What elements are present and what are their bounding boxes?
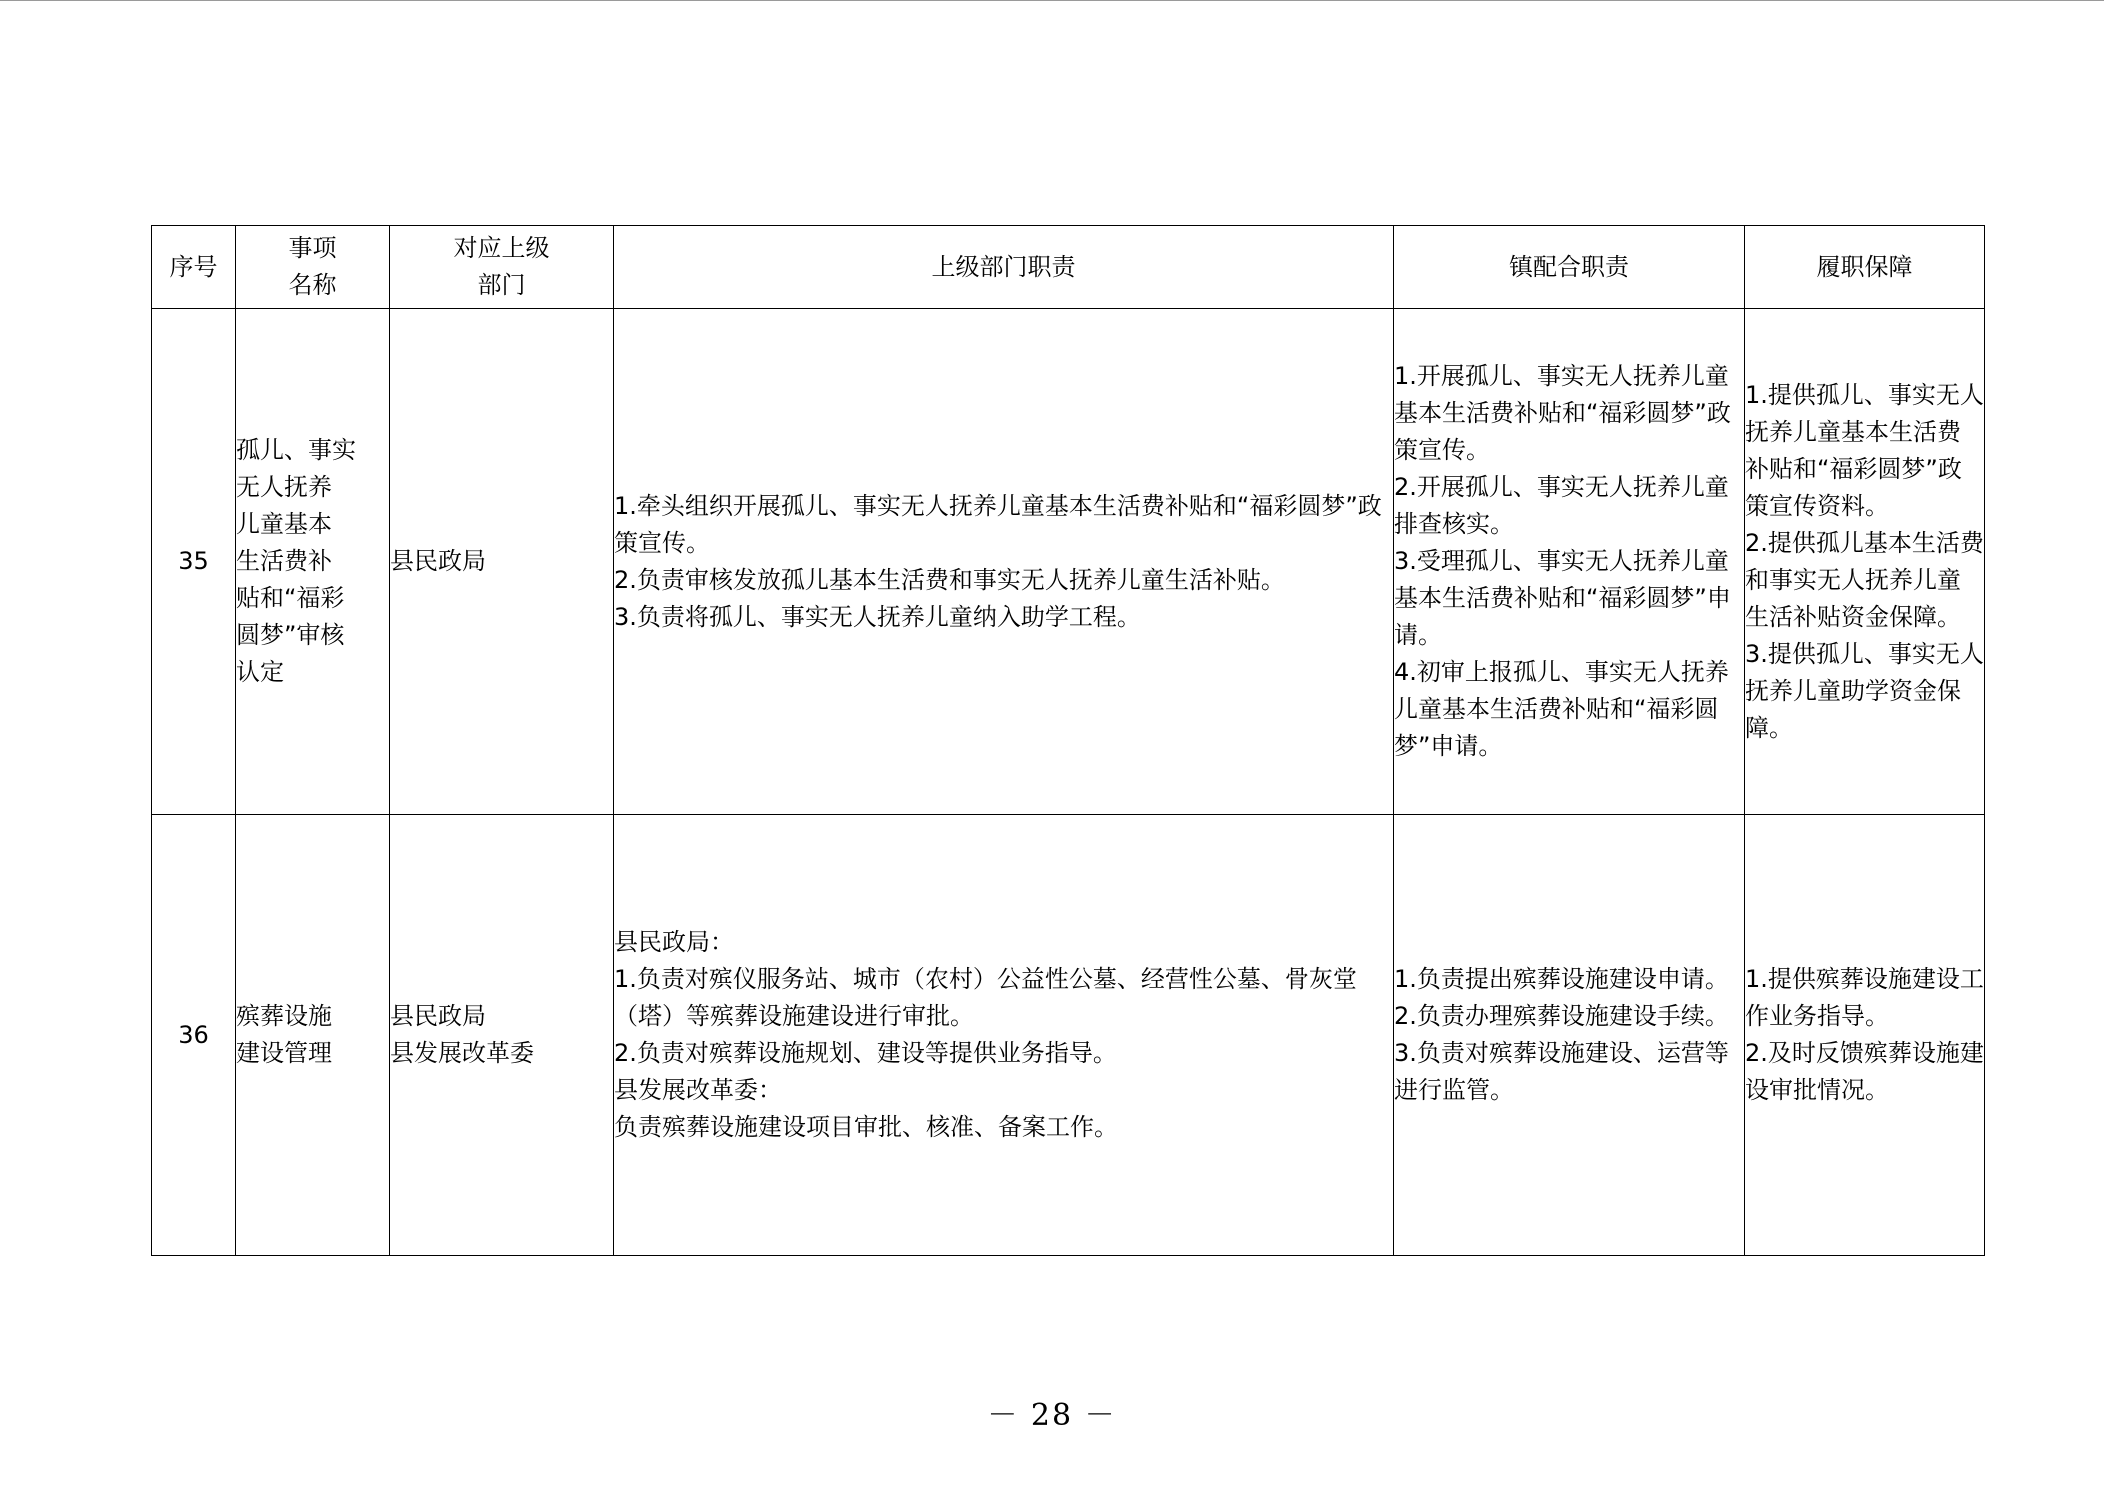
row-item-name: 殡葬设施 建设管理 <box>236 815 390 1256</box>
duty-table <box>151 225 1985 1256</box>
table-header-row <box>152 226 1985 309</box>
row-superior-duties: 县民政局： 1.负责对殡仪服务站、城市（农村）公益性公墓、经营性公墓、骨灰堂（塔）等殡葬设施建设进行审批。 2.负责对殡葬设施规划、建设等提供业务指导。 县发展改革委： 负责殡葬设施建设项目审批、核准、备案工作。 <box>614 815 1394 1256</box>
row-guarantee: 1.提供殡葬设施建设工作业务指导。 2.及时反馈殡葬设施建设审批情况。 <box>1745 815 1985 1256</box>
header-town-duties: 镇配合职责 <box>1394 226 1745 309</box>
row-town-duties: 1.负责提出殡葬设施建设申请。 2.负责办理殡葬设施建设手续。 3.负责对殡葬设施建设、运营等进行监管。 <box>1394 815 1745 1256</box>
header-item-name: 事项 名称 <box>236 226 390 309</box>
row-town-duties: 1.开展孤儿、事实无人抚养儿童基本生活费补贴和“福彩圆梦”政策宣传。 2.开展孤儿、事实无人抚养儿童排查核实。 3.受理孤儿、事实无人抚养儿童基本生活费补贴和“福彩圆梦”申请。 4.初审上报孤儿、事实无人抚养儿童基本生活费补贴和“福彩圆梦”申请。 <box>1394 309 1745 815</box>
row-index: 36 <box>152 815 236 1256</box>
row-item-name: 孤儿、事实 无人抚养 儿童基本 生活费补 贴和“福彩 圆梦”审核 认定 <box>236 309 390 815</box>
page-number: － 28 － <box>987 1398 1117 1433</box>
header-superior-dept: 对应上级 部门 <box>390 226 614 309</box>
row-superior-dept: 县民政局 <box>390 309 614 815</box>
page-top-border <box>0 0 2104 1</box>
header-superior-duties: 上级部门职责 <box>614 226 1394 309</box>
table-row <box>152 815 1985 1256</box>
row-superior-duties: 1.牵头组织开展孤儿、事实无人抚养儿童基本生活费补贴和“福彩圆梦”政策宣传。 2.负责审核发放孤儿基本生活费和事实无人抚养儿童生活补贴。 3.负责将孤儿、事实无人抚养儿童纳入助学工程。 <box>614 309 1394 815</box>
header-index: 序号 <box>152 226 236 309</box>
table-row <box>152 309 1985 815</box>
row-index: 35 <box>152 309 236 815</box>
row-superior-dept: 县民政局 县发展改革委 <box>390 815 614 1256</box>
header-guarantee: 履职保障 <box>1745 226 1985 309</box>
row-guarantee: 1.提供孤儿、事实无人抚养儿童基本生活费补贴和“福彩圆梦”政策宣传资料。 2.提供孤儿基本生活费和事实无人抚养儿童生活补贴资金保障。 3.提供孤儿、事实无人抚养儿童助学资金保障。 <box>1745 309 1985 815</box>
